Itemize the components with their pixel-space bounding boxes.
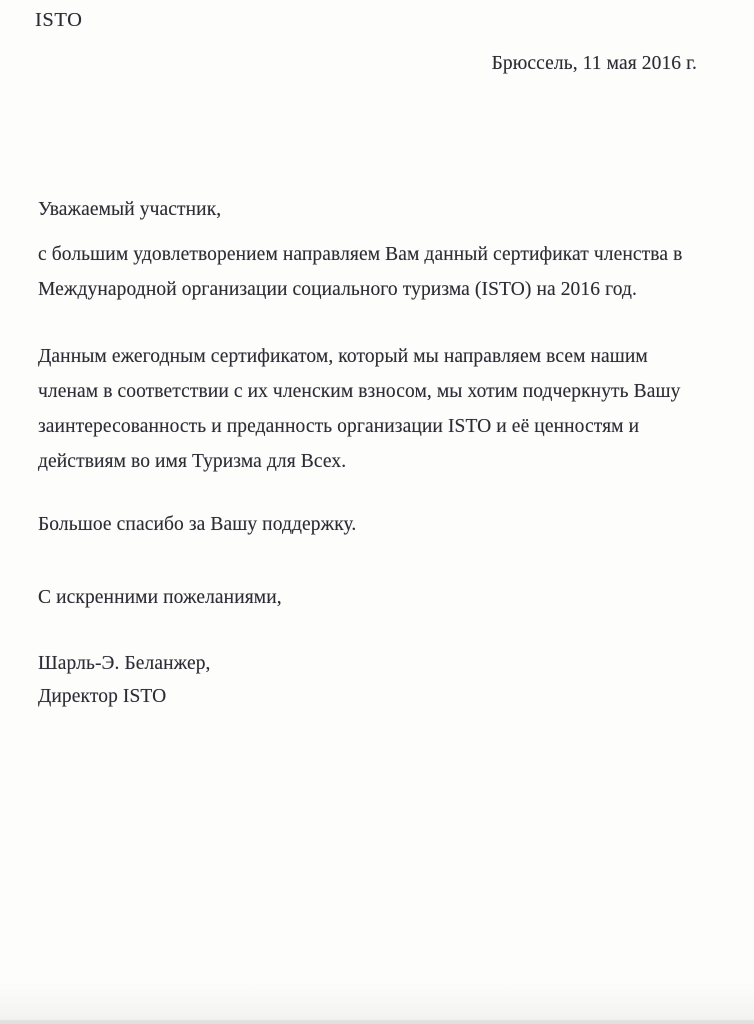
signature-block <box>38 647 211 713</box>
dateline: Брюссель, 11 мая 2016 г. <box>491 53 697 74</box>
paragraph-closing <box>38 580 282 615</box>
paragraph-line: Международной организации социального туризма (ISTO) на 2016 год. <box>38 279 637 300</box>
paragraph-certificate <box>38 237 682 307</box>
scan-bottom-shadow <box>0 1020 754 1024</box>
paragraph-thanks <box>38 507 356 542</box>
paragraph-line: С искренними пожеланиями, <box>38 587 282 608</box>
paragraph-line: с большим удовлетворением направляем Вам данный сертификат членства в <box>38 244 683 265</box>
paragraph-line: Данным ежегодным сертификатом, который мы направляем всем нашим <box>38 346 648 367</box>
paragraph-line: заинтересованность и преданность организации ISTO и её ценностям и <box>38 416 640 437</box>
paragraph-line: членам в соответствии с их членским взносом, мы хотим подчеркнуть Вашу <box>38 381 681 402</box>
signature-name: Шарль-Э. Беланжер, <box>38 653 211 674</box>
paragraph-line: действиям во имя Туризма для Всех. <box>38 451 347 472</box>
signature-title: Директор ISTO <box>38 686 167 707</box>
paragraph-membership <box>38 339 680 479</box>
paragraph-line: Большое спасибо за Вашу поддержку. <box>38 514 357 535</box>
greeting: Уважаемый участник, <box>38 199 222 220</box>
isto-logo-text: ISTO <box>35 9 83 31</box>
